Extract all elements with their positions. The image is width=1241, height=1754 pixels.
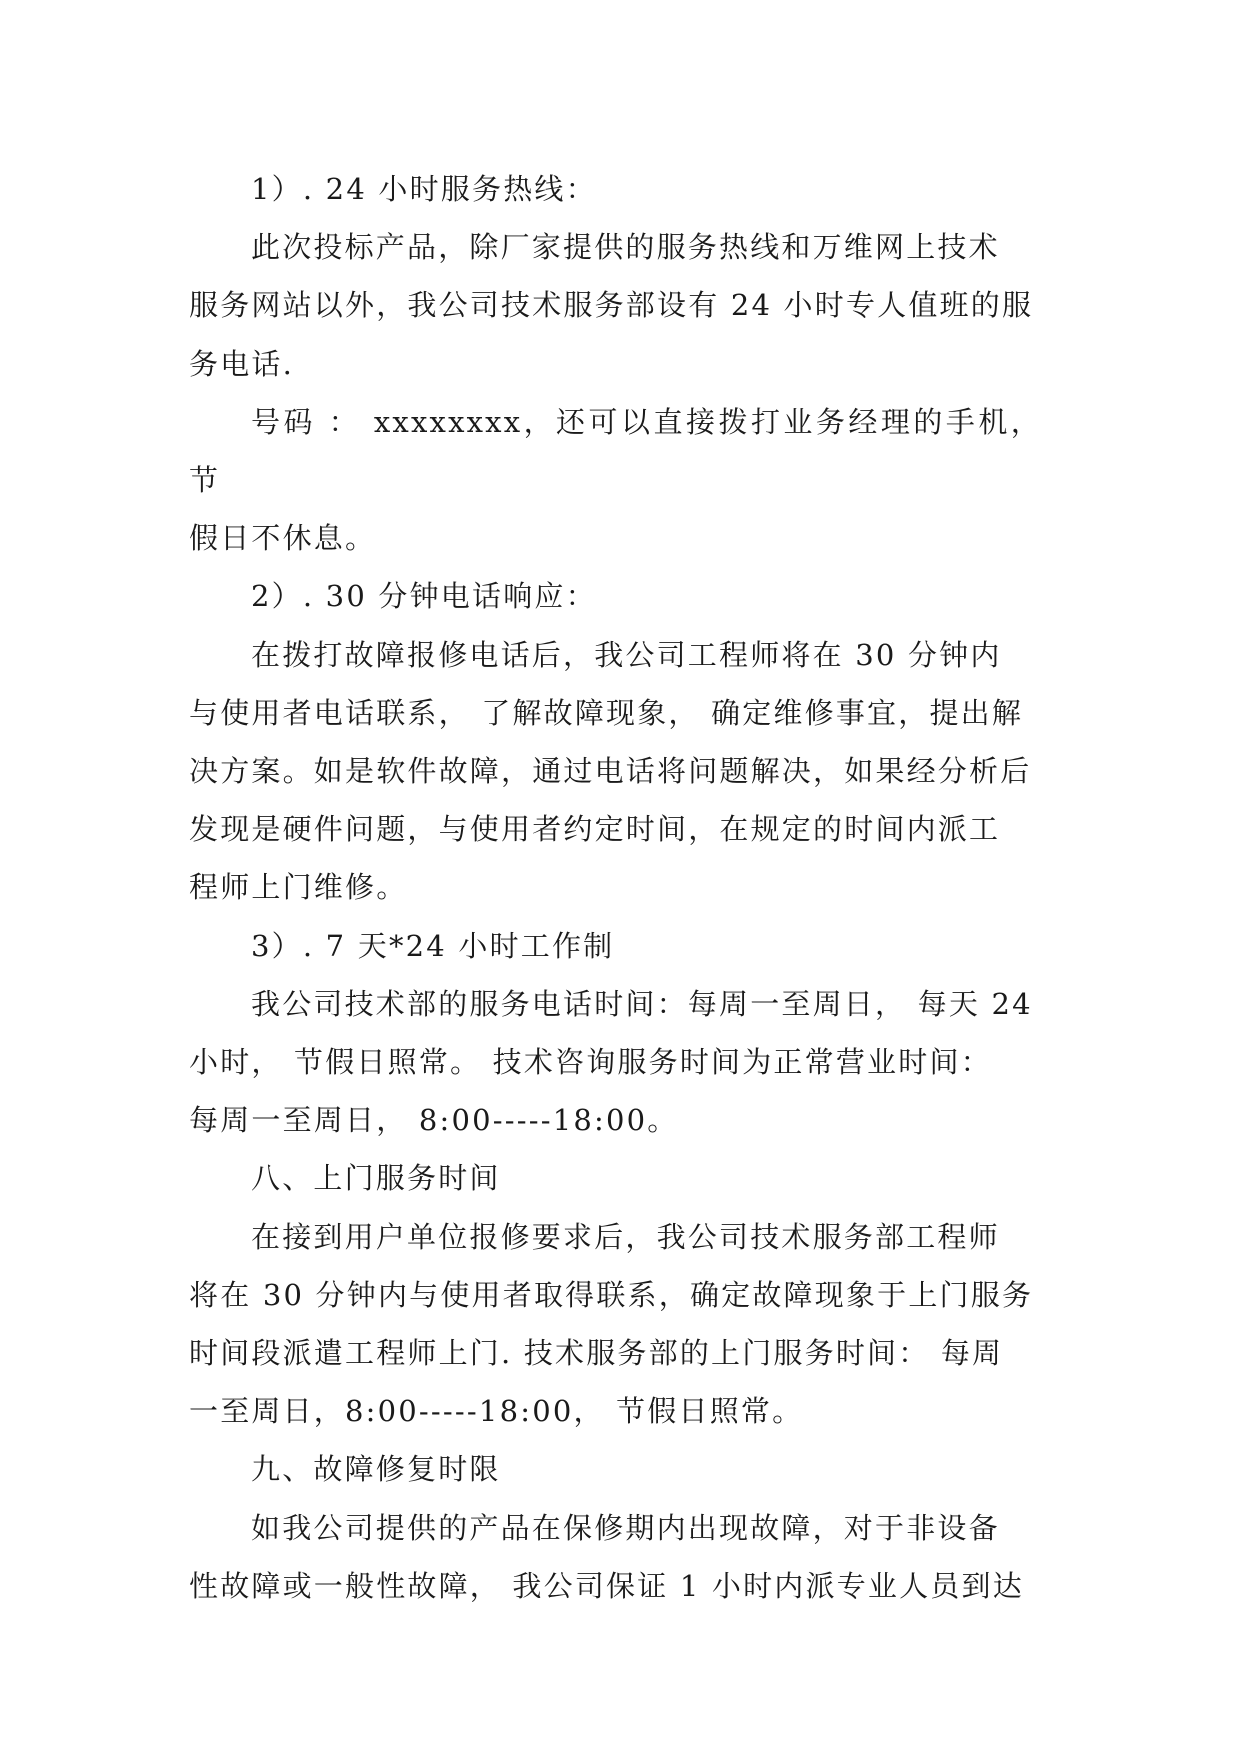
text-line: 九、故障修复时限 <box>251 1452 501 1487</box>
text-line: 此次投标产品，除厂家提供的服务热线和万维网上技术 <box>251 230 1000 265</box>
heading-repair-time-limit <box>189 1440 1042 1498</box>
paragraph-schedule-description <box>189 975 1042 1150</box>
text-line: 在接到用户单位报修要求后，我公司技术服务部工程师 <box>251 1219 1000 1254</box>
text-line: 2）. 30 分钟电话响应： <box>251 579 597 614</box>
heading-onsite-service-time <box>189 1149 1042 1207</box>
text-line: 将在 30 分钟内与使用者取得联系，确定故障现象于上门服务 <box>189 1277 1034 1312</box>
text-line: 在拨打故障报修电话后，我公司工程师将在 30 分钟内 <box>251 637 1002 672</box>
text-line: 与使用者电话联系， 了解故障现象， 确定维修事宜，提出解 <box>189 695 1024 730</box>
text-line: 程师上门维修。 <box>189 870 408 905</box>
text-line: 假日不休息。 <box>189 521 377 556</box>
text-line: 一至周日，8:00-----18:00， 节假日照常。 <box>189 1394 804 1429</box>
heading-24h-hotline <box>189 160 1042 218</box>
text-line: 八、上门服务时间 <box>251 1161 501 1196</box>
heading-30min-response <box>189 567 1042 625</box>
text-line: 务电话. <box>189 346 295 381</box>
paragraph-repair-description <box>189 1499 1042 1615</box>
text-line: 如我公司提供的产品在保修期内出现故障，对于非设备 <box>251 1510 1000 1545</box>
text-line: 每周一至周日， 8:00-----18:00。 <box>189 1103 679 1138</box>
paragraph-hotline-description <box>189 218 1042 393</box>
text-line: 决方案。如是软件故障，通过电话将问题解决，如果经分析后 <box>189 754 1032 789</box>
text-line: 时间段派遣工程师上门. 技术服务部的上门服务时间： 每周 <box>189 1336 1004 1371</box>
text-line: 性故障或一般性故障， 我公司保证 1 小时内派专业人员到达 <box>189 1568 1024 1603</box>
paragraph-onsite-description <box>189 1208 1042 1441</box>
text-line: 发现是硬件问题，与使用者约定时间，在规定的时间内派工 <box>189 812 1001 847</box>
text-line: 服务网站以外，我公司技术服务部设有 24 小时专人值班的服 <box>189 288 1034 323</box>
document-body <box>189 160 1042 1615</box>
text-line: 1）. 24 小时服务热线： <box>251 172 597 206</box>
text-line: 号码 ： xxxxxxxx，还可以直接拨打业务经理的手机，节 <box>189 404 1042 498</box>
paragraph-phone-number <box>189 393 1042 568</box>
heading-7x24-schedule <box>189 917 1042 975</box>
text-line: 3）. 7 天*24 小时工作制 <box>251 928 615 963</box>
text-line: 小时， 节假日照常。 技术咨询服务时间为正常营业时间： <box>189 1045 992 1080</box>
text-line: 我公司技术部的服务电话时间：每周一至周日， 每天 24 <box>251 986 1033 1021</box>
paragraph-response-description <box>189 626 1042 917</box>
